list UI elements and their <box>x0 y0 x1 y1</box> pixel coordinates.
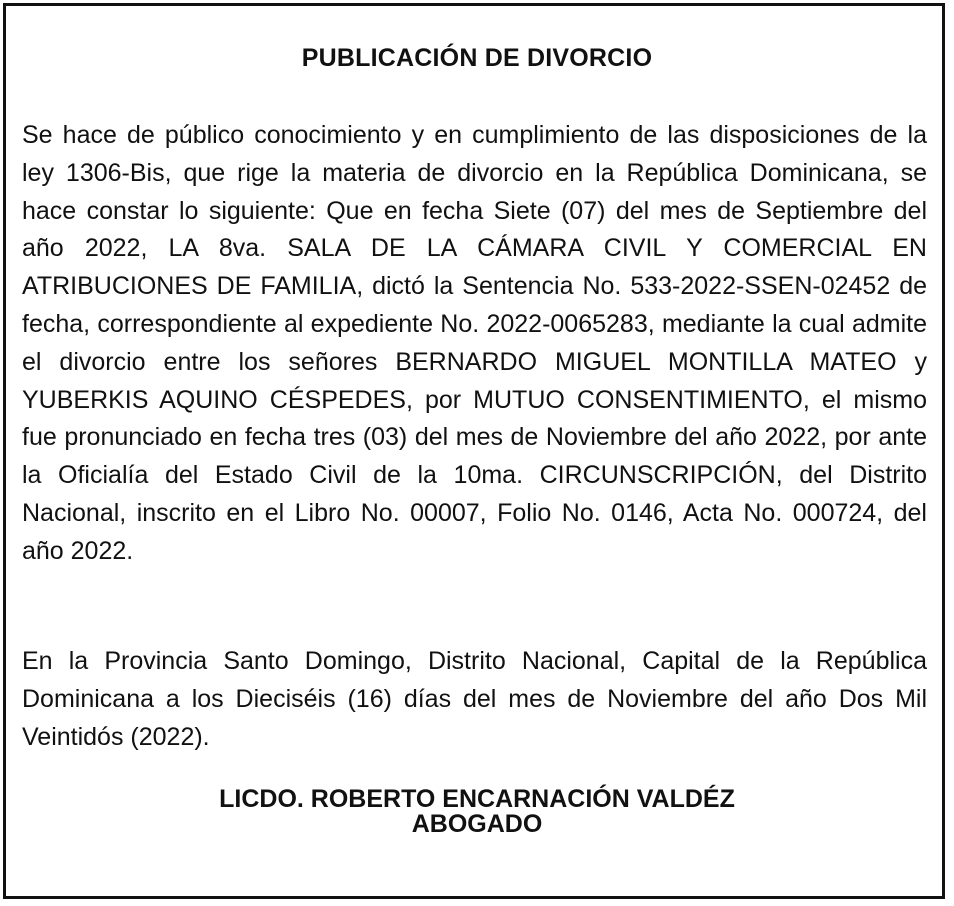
notice-title: PUBLICACIÓN DE DIVORCIO <box>301 44 653 72</box>
signatory-name: LICDO. ROBERTO ENCARNACIÓN VALDÉZ <box>219 785 735 813</box>
notice-body-paragraph: Se hace de público conocimiento y en cumplimiento de las disposiciones de la ley 1306-Bis, que rige la materia de divorcio en la República Dominicana, se hace constar lo siguiente: Que en fecha Siete (07) del mes de Septiembre del año 2022, LA 8va. SALA DE LA CÁMARA CIVIL Y COMERCIAL EN ATRIBUCIONES DE FAMILIA, dictó la Sentencia No. 533-2022-SSEN-02452 de fecha, correspondiente al expediente No. 2022-0065283, mediante la cual admite el divorcio entre los señores BERNARDO MIGUEL MONTILLA MATEO y YUBERKIS AQUINO CÉSPEDES, por MUTUO CONSENTIMIENTO, el mismo fue pronunciado en fecha tres (03) del mes de Noviembre del año 2022, por ante la Oficialía del Estado Civil de la 10ma. CIRCUNSCRIPCIÓN, del Distrito Nacional, inscrito en el Libro No. 00007, Folio No. 0146, Acta No. 000724, del año 2022. <box>22 121 927 565</box>
notice-date-paragraph: En la Provincia Santo Domingo, Distrito Nacional, Capital de la República Dominicana a los Dieciséis (16) días del mes de Noviembre del año Dos Mil Veintidós (2022). <box>22 647 927 751</box>
signatory-role: ABOGADO <box>411 810 543 838</box>
